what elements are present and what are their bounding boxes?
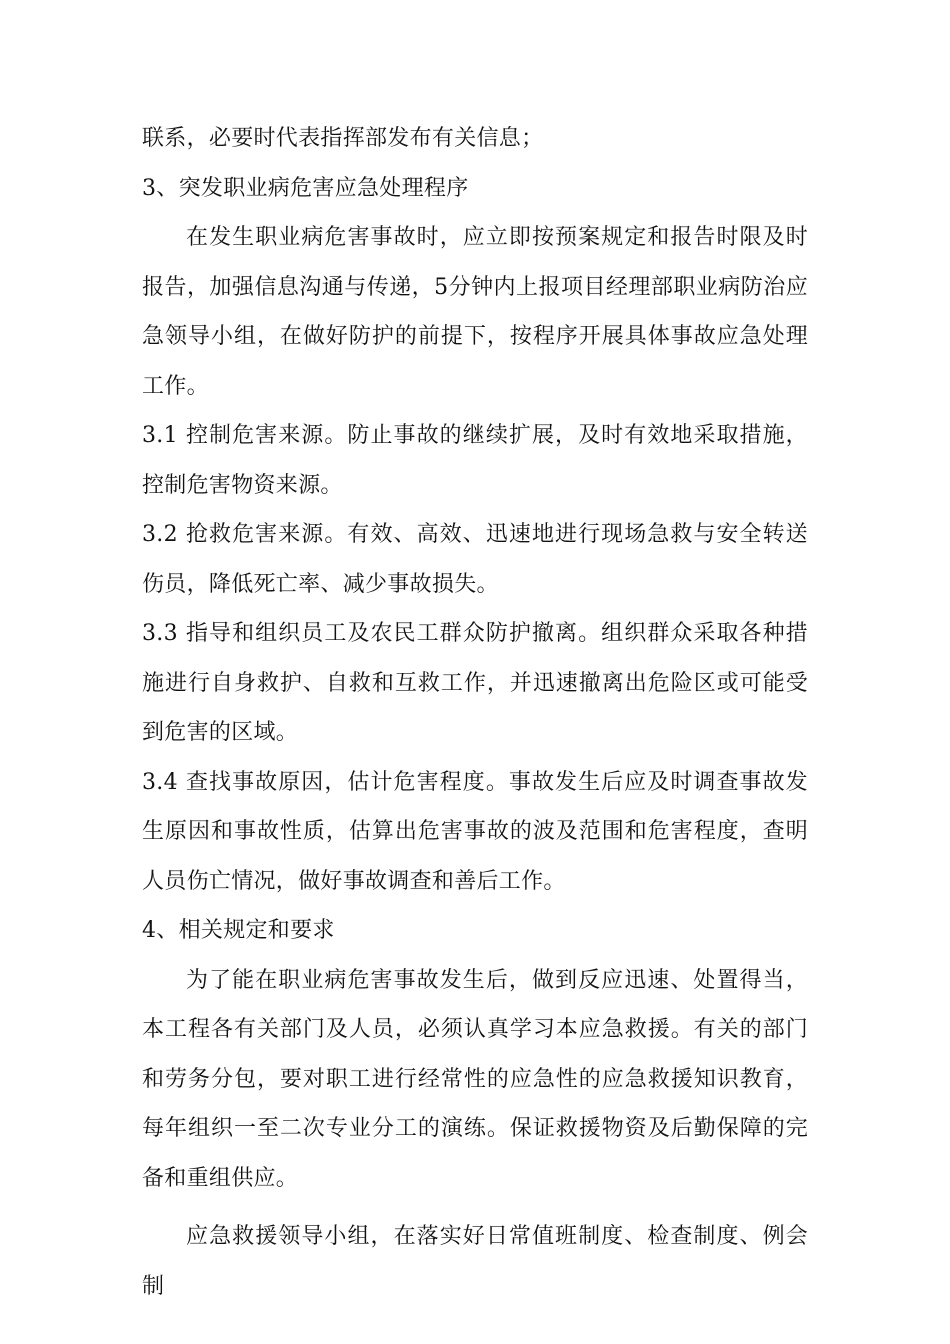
document-body [142, 114, 808, 1311]
paragraph-3-4: 3.4 查找事故原因，估计危害程度。事故发生后应及时调查事故发生原因和事故性质，估算出危害事故的波及范围和危害程度，查明人员伤亡情况，做好事故调查和善后工作。 [142, 769, 808, 894]
section-heading-4: 4、相关规定和要求 [142, 918, 335, 943]
paragraph-3-2: 3.2 抢救危害来源。有效、高效、迅速地进行现场急救与安全转送伤员，降低死亡率、减少事故损失。 [142, 522, 808, 597]
section-heading-3: 3、突发职业病危害应急处理程序 [142, 175, 469, 201]
paragraph-3-1: 3.1 控制危害来源。防止事故的继续扩展，及时有效地采取措施，控制危害物资来源。 [142, 423, 808, 498]
paragraph-3-3: 3.3 指导和组织员工及农民工群众防护撤离。组织群众采取各种措施进行自身救护、自救和互救工作，并迅速撤离出危险区或可能受到危害的区域。 [142, 621, 808, 745]
paragraph-requirements: 为了能在职业病危害事故发生后，做到反应迅速、处置得当，本工程各有关部门及人员，必须认真学习本应急救援。有关的部门和劳务分包，要对职工进行经常性的应急性的应急救援知识教育，每年组织一至二次专业分工的演练。保证救援物资及后勤保障的完备和重组供应。 [142, 967, 808, 1191]
paragraph-leadership-group: 应急救援领导小组，在落实好日常值班制度、检查制度、例会制 [142, 1224, 808, 1299]
paragraph-emergency-report: 在发生职业病危害事故时，应立即按预案规定和报告时限及时报告，加强信息沟通与传递，5分钟内上报项目经理部职业病防治应急领导小组，在做好防护的前提下，按程序开展具体事故应急处理工作。 [142, 225, 808, 399]
paragraph-continuation: 联系，必要时代表指挥部发布有关信息； [142, 126, 544, 151]
